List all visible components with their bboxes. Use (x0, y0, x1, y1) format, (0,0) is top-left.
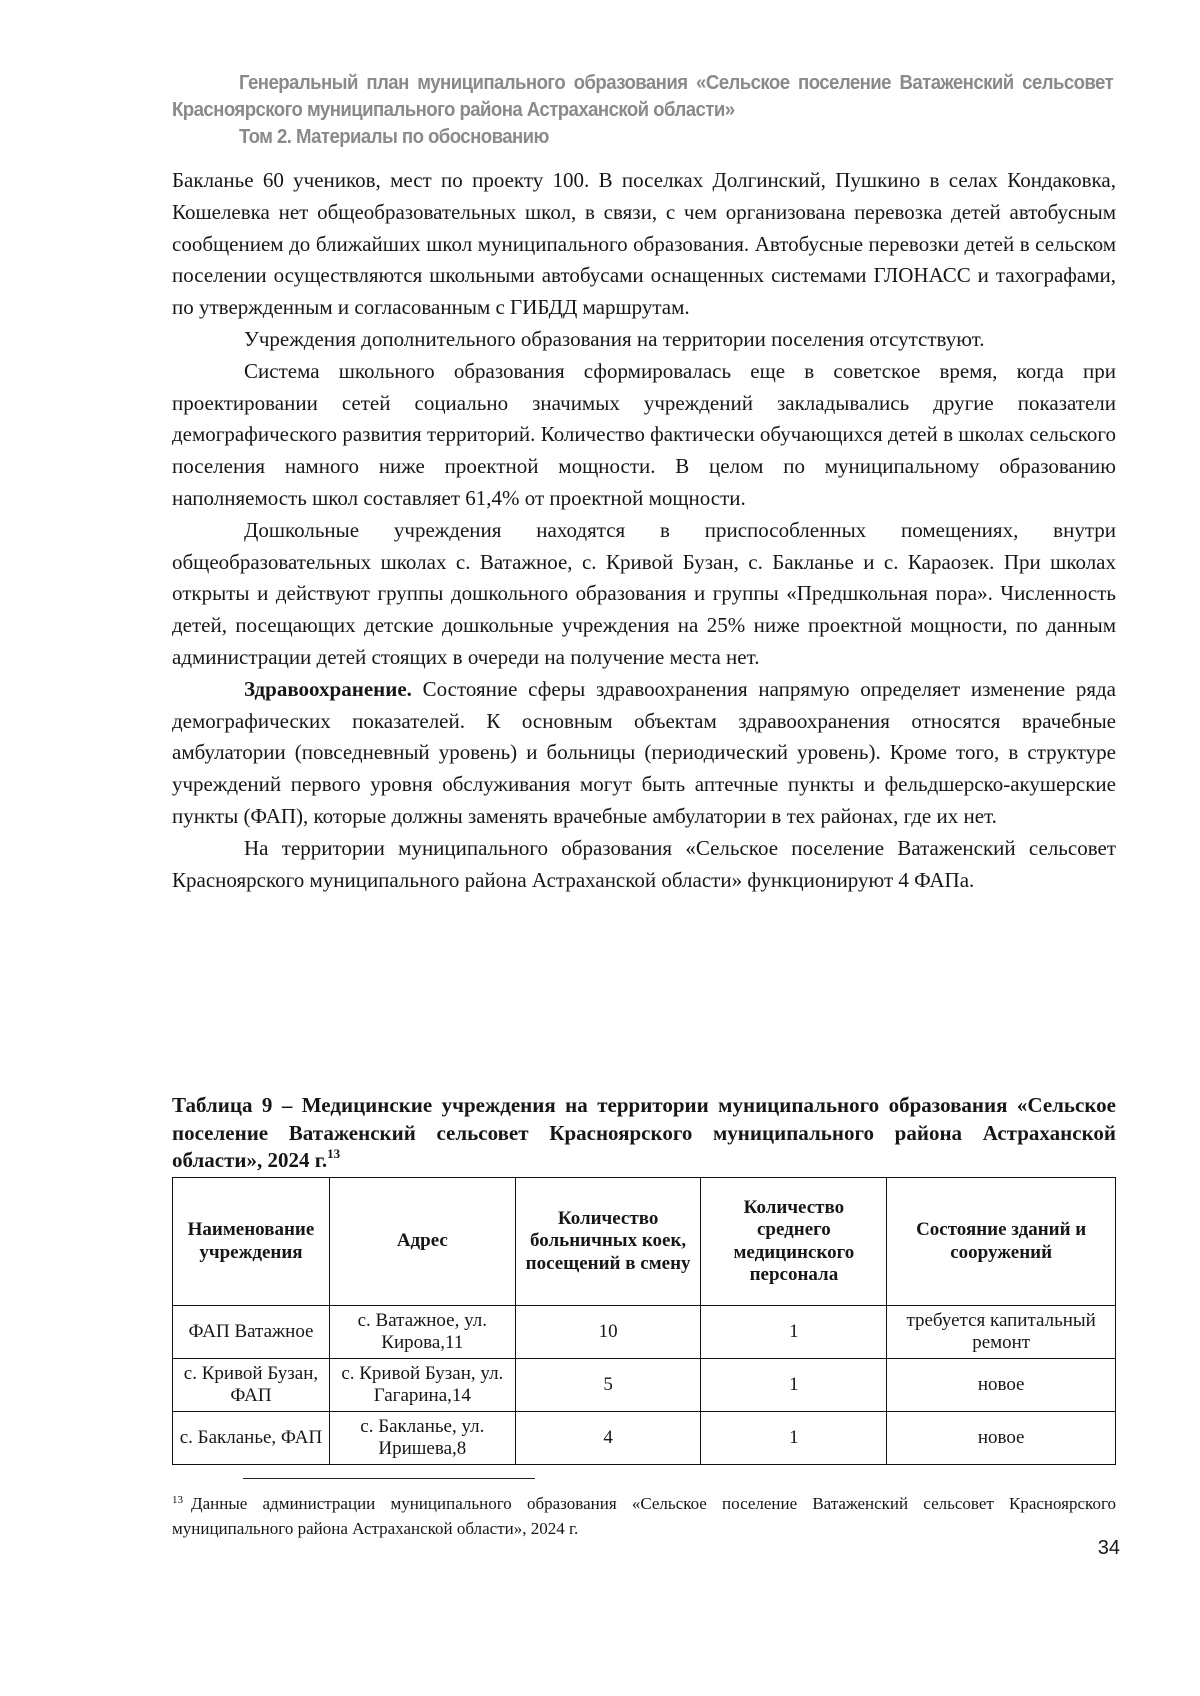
table-row (173, 1412, 1116, 1465)
column-header: Адрес (329, 1178, 515, 1306)
column-header: Наименование учреждения (173, 1178, 330, 1306)
table-cell: требуется капитальный ремонт (887, 1306, 1116, 1359)
table-cell: ФАП Ватажное (173, 1306, 330, 1359)
paragraph: Бакланье 60 учеников, мест по проекту 100. В поселках Долгинский, Пушкино в селах Кондаковка, Кошелевка нет общеобразовательных школ, в связи, с чем организована перевозка детей автобусным сообщением до ближайших школ муниципального образования. Автобусные перевозки детей в сельском поселении осуществляются школьными автобусами оснащенных системами ГЛОНАСС и тахографами, по утвержденным и согласованным с ГИБДД маршрутам. (172, 168, 1116, 320)
table-header-row (173, 1178, 1116, 1306)
body-text (172, 165, 1116, 896)
table-cell: 1 (701, 1306, 887, 1359)
paragraph: Дошкольные учреждения находятся в приспособленных помещениях, внутри общеобразовательных школах с. Ватажное, с. Кривой Бузан, с. Бакланье и с. Караозек. При школах открыты и действуют группы дошкольного образования и группы «Предшкольная пора». Численность детей, посещающих детские дошкольные учреждения на 25% ниже проектной мощности, по данным администрации детей стоящих в очереди на получение места нет. (172, 517, 1116, 669)
section-heading-healthcare: Здравоохранение. (244, 676, 412, 701)
table-cell: с. Бакланье, ул. Иришева,8 (329, 1412, 515, 1465)
table-caption-text: Таблица 9 – Медицинские учреждения на территории муниципального образования «Сельское поселение Ватаженский сельсовет Красноярского муниципального района Астраханской области», 2024 г. (172, 1093, 1116, 1172)
table-row (173, 1359, 1116, 1412)
header-volume: Том 2. Материалы по обоснованию (238, 126, 549, 148)
running-header (172, 70, 1113, 151)
table-cell: 1 (701, 1412, 887, 1465)
paragraph (172, 674, 1116, 833)
footnote (172, 1491, 1116, 1541)
table-cell: с. Кривой Бузан, ул. Гагарина,14 (329, 1359, 515, 1412)
table-cell: новое (887, 1359, 1116, 1412)
table-cell: с. Ватажное, ул. Кирова,11 (329, 1306, 515, 1359)
footnote-text: Данные администрации муниципального образования «Сельское поселение Ватаженский сельсовет Красноярского муниципального района Астраханской области», 2024 г. (172, 1494, 1116, 1538)
table-cell: с. Бакланье, ФАП (173, 1412, 330, 1465)
table-cell: 4 (515, 1412, 701, 1465)
page-number: 34 (1097, 1537, 1120, 1559)
column-header: Состояние зданий и сооружений (887, 1178, 1116, 1306)
header-title: Генеральный план муниципального образования «Сельское поселение Ватаженский сельсовет Красноярского муниципального района Астраханской области» (172, 72, 1114, 121)
column-header: Количество среднего медицинского персонала (701, 1178, 887, 1306)
table-caption (172, 1092, 1116, 1175)
column-header: Количество больничных коек, посещений в смену (515, 1178, 701, 1306)
table-row (173, 1306, 1116, 1359)
paragraph-text: Состояние сферы здравоохранения напрямую определяет изменение ряда демографических показателей. К основным объектам здравоохранения относятся врачебные амбулатории (повседневный уровень) и больницы (периодический уровень). Кроме того, в структуре учреждений первого уровня обслуживания могут быть аптечные пункты и фельдшерско-акушерские пункты (ФАП), которые должны заменять врачебные амбулатории в тех районах, где их нет. (172, 676, 1116, 828)
footnote-number: 13 (172, 1494, 183, 1506)
table-cell: новое (887, 1412, 1116, 1465)
table-cell: 10 (515, 1306, 701, 1359)
paragraph: На территории муниципального образования «Сельское поселение Ватаженский сельсовет Красноярского муниципального района Астраханской области» функционируют 4 ФАПа. (172, 835, 1116, 892)
paragraph: Система школьного образования сформировалась еще в советское время, когда при проектировании сетей социально значимых учреждений закладывались другие показатели демографического развития территорий. Количество фактически обучающихся детей в школах сельского поселения намного ниже проектной мощности. В целом по муниципальному образованию наполняемость школ составляет 61,4% от проектной мощности. (172, 358, 1116, 510)
table-cell: с. Кривой Бузан, ФАП (173, 1359, 330, 1412)
table-cell: 1 (701, 1359, 887, 1412)
paragraph: Учреждения дополнительного образования на территории поселения отсутствуют. (244, 326, 985, 351)
footnote-ref: 13 (327, 1146, 341, 1161)
footnote-separator (243, 1478, 535, 1479)
table-cell: 5 (515, 1359, 701, 1412)
medical-facilities-table (172, 1177, 1116, 1465)
